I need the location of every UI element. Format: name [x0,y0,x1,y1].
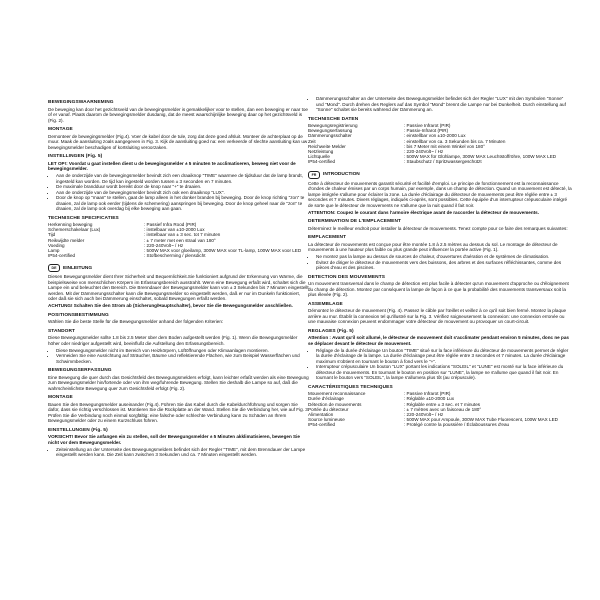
section-title: TECHNISCHE SPECIFICATIES [48,215,119,221]
spec-key: Lichtquelle [308,154,330,160]
spec-value: : Stofbescherming / plensdicht [144,253,206,259]
language-section-title: INTRODUCTION [323,171,360,177]
paragraph: Diese Bewegungsmelder sollte 1.8 bis 2.5 Meter über dem Boden aufgestellt werden (Fig. 1). Wenn die Bewegungsmelder höher oder niedriger aufgestellt wird, beeinflußt die Aufstellung den Erfassungsbereich. [48,335,298,346]
section-title: BEWEGUNGSERFASSUNG [48,368,112,374]
list-item: • De maximale brandduur wordt bereikt door de knop naar "+" te draaien. [56,184,310,190]
spec-key: Voeding [48,242,65,248]
spec-key: Zeit [308,138,316,144]
right-column [308,96,572,428]
spec-key: Mouvement reconnaissance [308,391,366,397]
list-item: • Zeiteinstellung an der Unterseite des Bewegungsmelders befindet sich der Regler "TIME", mit dem Brenndauer der Lampe eingestellt werden kann. Die Zeit kann zwischen 3 Sekunden und ca. 7 Minuten eingestellt werden. [56,447,310,458]
spec-table [308,391,558,427]
paragraph: Eine Bewegung die quer durch das Gesichtsfeld des Bewegungsmelders erfolgt, kann leichter erfaßt werden als eine Bewegung zum Bewegungsmelder hin/fortende oder von ihm weg/fuhrende Bewegung. Stellen Sie deshalb die Lampe so auf, daß die wahrscheinlichste Bewegung quer zum Gesichtsfeld erfolgt (Fig. 2). [48,374,309,391]
warning-paragraph: ACHTUNG! Schalten Sie den Strom ab (Sicherung/Hauptschalter), bevor Sie die Bewegungsmelder anschließen. [48,303,293,309]
list-item: • Door de knop op "maan" te stellen, gaat de lamp alleen in het donker branden bij beweging. Door de knop richting "zon" te draaien, zal de lamp ook eerder (tijdens de schemering) aanspringen bij beweging. Door de knop geheel naar de "zon" te draaien, zal de lamp ook overdag bij elke beweging aan gaan. [56,195,310,212]
list-item: • Dämmerungsschalter an der Unterseite des Bewegungsmelder befindet sich der Regler "LUX" mit den Symbolen "Sonne" und "Mond". Durch drehen des Reglers auf das Symbol "Mond" brennt die Lampe nur bei Dunkelheit. Durch einstellung auf "Sonne" schaltet sie bereits während der Dämmerung an. [316,96,572,113]
bullet-list [308,96,572,113]
section-title: DETERMINATION DE L'EMPLACEMENT [308,219,402,225]
spec-key: Bewegungserfassung [308,128,353,134]
section-title: EINSTELLUNGEN (Fig. 5) [48,427,108,433]
spec-key: Détection de mouvements [308,401,362,407]
bullet-list [48,173,310,212]
bullet-list [308,254,572,271]
spec-key: Schemerschakelaar (Lux) [48,227,101,233]
left-column [48,96,310,459]
spec-value: : 500W MAX für Glühlampe, 300W MAX Leuchtstoffröhre, 100W MAX LED [404,154,557,160]
spec-key: Herkenning beweging [48,222,93,227]
spec-value: : Staubschutz / Spritzwassergeschützt [404,159,482,165]
spec-value: : Réglable entre ± 3 sec. et 7 minutes [404,401,481,407]
warning-paragraph: Attention : Avant qu'il soit allumé, le détecteur de mouvement doit s'acclimater pendant environ 5 minutes, donc ne pas se déplacer devant le détecteur de mouvement. [308,335,569,346]
spec-value: : Passiv-Infrarot (PIR) [404,128,449,134]
spec-value: : einstellbar von ca. 3 Sekunden bis ca. 7 Minuten [404,138,506,144]
paragraph: Demonteer de bewegingsmelder (Fig.4). Voer de kabel door de tule, zorg dat deze goed afsluit. Monteer de achterplaat op de muur. Maak de aansluiting zoals aangegeven in Fig. 3. Kijk de aansluiting goed na: een verkeerde of slechte aansluiting kan uw bewegingsmelder beschadigen of kortsluiting veroorzaken. [48,133,308,150]
spec-table [48,222,301,258]
language-header-de [48,264,310,272]
spec-value: : 220-240Volt~ / Hz [144,242,184,248]
bullet-list [308,348,572,381]
section-title: REGLAGES (Fig. 5) [308,328,354,334]
spec-key: Bewegungsregistrierung [308,123,358,128]
spec-value: : 500W MAX pour Ampoule, 300W MAX Tube Fluorescent, 100W MAX LED [404,417,558,423]
paragraph: Démontez le détecteur de mouvement (Fig. 4). Passez le câble par l'œillet et veillez à ce qu'il soit bien fermé. Montez la plaque arrière au mur. Établir la connexion tel qu'illustré sur la Fig. 3. Vérifiez soigneusement la connexion: une connexion erronée ou une mauvaise connexion peuvent endommager votre détecteur de mouvement ou provoquer un court-circuit. [308,308,567,325]
spec-row [308,159,556,164]
spec-key: Durée d'éclairage [308,396,344,402]
list-item: • Ne montez pas la lampe au dessus de sources de chaleur, d'ouvertures d'aération et de systèmes de climatisation. [316,254,572,260]
spec-table [308,123,556,165]
spec-key: IP54-certified [48,253,76,259]
section-title: CARACTÉRISTIQUES TECHNIQUES [308,384,393,390]
spec-value: : Passief Infra Rood (PIR) [144,222,197,227]
paragraph: Cette à détecteur de mouvements garantit sécurité et facilité d'emploi. Le principe de fonctionnement est la reconnaissance d'ondes de chaleur émises par un corps humain, par exemple, dans un champ de détection. Quand un mouvement est détecté, la lampe intégrée s'allume pour éclairer la zone. La durée d'éclairage du détecteur de mouvements peut être réglée entre ± 3 secondes et 7 minutes. Divers réglages, indiqués ci-après, sont possibles. Cette équipée d'un interrupteur crépusculaire intégré de sorte que le détecteur de mouvements ne s'allume que la nuit quand il fait noir. [308,180,572,208]
language-badge: DE [48,264,60,272]
spec-value: : Réglable ±10-2000 Lux [404,396,455,402]
list-item: • Aan de onderzijde van de bewegingsmelder bevindt zich een draaiknop "TIME" waarmee de tijdsduur dat de lamp brandt, ingesteld kan worden. De tijd kan ingesteld worden tussen ± 3 seconden en 7 minuten. [56,173,310,184]
list-item: • Diese Bewegungsmelder nicht im Bereich von Heizkörpern, Lüftöffnungen oder Klimaanlagen montieren. [56,348,310,354]
spec-value: : Passive Infrarot (PIR) [404,391,451,397]
section-title: EMPLACEMENT [308,235,347,241]
section-title: TECHNISCHE DATEN [308,116,359,122]
spec-value: : instelbaar van ± 3 sec. tot 7 minuten [144,232,221,238]
section-title: MONTAGE [48,395,73,401]
spec-value: : einstellbar von ±10-2000 Lux [404,133,466,139]
language-section-title: EINLEITUNG [63,265,93,271]
spec-key: Alimentation [308,411,334,417]
spec-key: Reichweite Melder [308,143,346,149]
spec-value: : Passive Infrarot (PIR) [404,123,451,128]
spec-value: : 500W MAX voor gloeilamp, 300W MAX voor TL-lamp, 100W MAX voor LED [144,248,302,254]
paragraph: Déterminez le meilleur endroit pour installer la détecteur de mouvements. Tenez compte pour ce faire des remarques suivantes: [308,225,568,231]
list-item: • Interrupteur crépusculaire Un bouton "LUX" portant les indications "SOLEIL" et "LUNE" est monté sur la face inférieure du détecteur de mouvements. En tournant le bouton en position sur "LUNE", la lampe ne s'allume que quand il fait noir. En tournant le bouton vers "SOLEIL", la lampe s'allumera plus tôt (au crépuscule). [316,364,572,381]
paragraph: La détecteur de mouvements est conçue pour être montée 1.8 à 2.5 mètres au dessus du sol. Le montage de détecteur de mouvements à une hauteur plus faible ou plus grande peut influencer la portée active (Fig. 1). [308,241,558,253]
language-badge: FR [308,171,320,179]
list-item: • Évitez de diriger le détecteur de mouvements vers des buissons, des arbres et des surfaces réfléchissantes, comme des pièces d'eau et des piscines. [316,260,572,271]
section-title: MONTAGE [48,127,73,132]
warning-paragraph: LET OP!: Voordat u gaat instellen dient u de bewegingsmelder ± 5 minuten te acclimatiseren, beweeg niet voor de bewegingsmelder. [48,160,296,171]
paragraph: Wählen Sie die beste Stelle für die Bewegungsmelder anhand der folgenden Kriterien: [48,319,224,325]
section-title: DETECTION DES MOUVEMENTS [308,274,386,280]
section-title: POSITIONSBESTIMMUNG [48,312,109,318]
spec-key: Lamp [48,248,60,254]
paragraph: De beweging kan door het gezichtsveld van de bewegingsmelder is gemakkelijker voor te stellen, dan een beweging er naar toe of er vanaf. Plaats daarom de bewegingsmelder dusdanig, dat de meest waarschijnlijke beweging daar op het gezichtsveld is (Fig. 2). [48,106,308,123]
paragraph: Un mouvement transversal dans le champ de détection est plus facile à détecter qu'un mouvement d'approche ou d'éloignement du champ de détection. Montez par conséquent la lampe de façon à ce que la probabilité des mouvements transversaux soit la plus élevée (Fig. 2). [308,281,569,298]
spec-row [308,422,558,427]
spec-value: : Protégé contre la poussière / Éclaboussures d'eau [404,422,510,428]
spec-value: : 220-240Volt~ / Hz [404,411,444,417]
section-title: INSTELLINGEN (Fig. 5) [48,154,103,159]
spec-key: Tijd [48,232,56,238]
spec-key: Portée du détecteur [308,406,349,412]
bullet-list [48,447,310,458]
spec-value: : ± 7 mètres avec un faisceau de 180° [404,406,482,412]
spec-key: Reikwijdte melder [48,237,85,243]
spec-key: IP54-certified [308,159,336,165]
paragraph: Diesen Bewegungsmelder dient Ihrer Sicherheit und Bequemlichkeit.Sie funktioniert aufgrund der Erkennung von Wärme, die beispielsweise von menschlichen Körpern im Erfassungsbereich ausstrahlt. Wenn eine Bewegung erfaßt wird, schaltet sich die Lampe ein und beleuchtet den Bereich. Die Brenndauer der Bewegungsmelder kann von ± 3 Sekunden bis 7 Minuten eingestellt werden. Mit der Dämmerungsschalter kann die Bewegungsmelder so eingestellt werden, daß er nur im Dunkeln funktioniert, oder daß sie sich auch bei Dämmerung einschaltet, sobald Bewegungen erfaßt werden. [48,274,309,302]
list-item: • Vermeiden Sie eine Ausrichtung auf Sträucher, Bäume und reflektierende Flächen, wie zum Beispiel Wasserflächen und Schwimmbecken. [56,353,310,364]
spec-key: IP54-certified [308,422,336,428]
spec-row [48,253,301,258]
language-header-fr [308,171,572,179]
list-item: • Réglage de la durée d'éclairage Un bouton "TIME" situé sur la face inférieure du détecteur de mouvements permet de régler la durée d'éclairage de la lampe. La durée d'éclairage peut être réglée entre 3 secondes et 7 minutes. La durée d'éclairage maximum s'obtient en tournant le bouton à fond vers le "+". [316,348,572,365]
spec-value: : 220-240Volt~ / Hz [404,149,444,155]
spec-value: : ± 7 meter met een straal van 180° [144,237,216,243]
spec-key: Dämmerungsschalter [308,133,352,139]
warning-paragraph: ATTENTION: Coupez le courant dans l'armoire électrique avant de raccorder la détecteur de mouvements. [308,209,540,215]
spec-value: : bis 7 Meter mit einem Winkel von 180° [404,143,485,149]
spec-key: Netzleistung [308,149,334,155]
section-title: ASSEMBLAGE [308,301,343,307]
paragraph: Bauen Sie den Bewegungsmelder auseinander (Fig.4). Führen Sie das Kabel durch die Kabeldurchführung und sorgen Sie dafür, dass sie richtig verschlossen ist. Montieren Sie die Rückplatte an der Wand. Stellen Sie die Verbindung her, wie auf Fig. 3. Prüfen Sie die Verbindung noch einmal sorgfältig: eine falsche oder schlechte Verbindung kann zu Schäden an Ihrem Bewegungsmelder oder zu einem Kurzschluss führen. [48,401,310,424]
list-item: • Aan de onderzijde van de bewegingsmelder bevindt zich ook een draaiknop "LUX". [56,190,310,196]
section-title: BEWEGINGSWAARNEMING [48,100,114,105]
spec-key: Source lumineuse [308,417,345,423]
warning-paragraph: VORSICHT! Bevor Sie anfangen ein zu stellen, soll der Bewegungsmelder ± 5 Minuten akklimatisieren, bewegen Sie nicht vor dem Bewegungsmelder. [48,434,300,445]
spec-value: : instelbaar van ±10-2000 Lux [144,227,205,233]
section-title: STANDORT [48,328,76,334]
bullet-list [48,348,310,365]
